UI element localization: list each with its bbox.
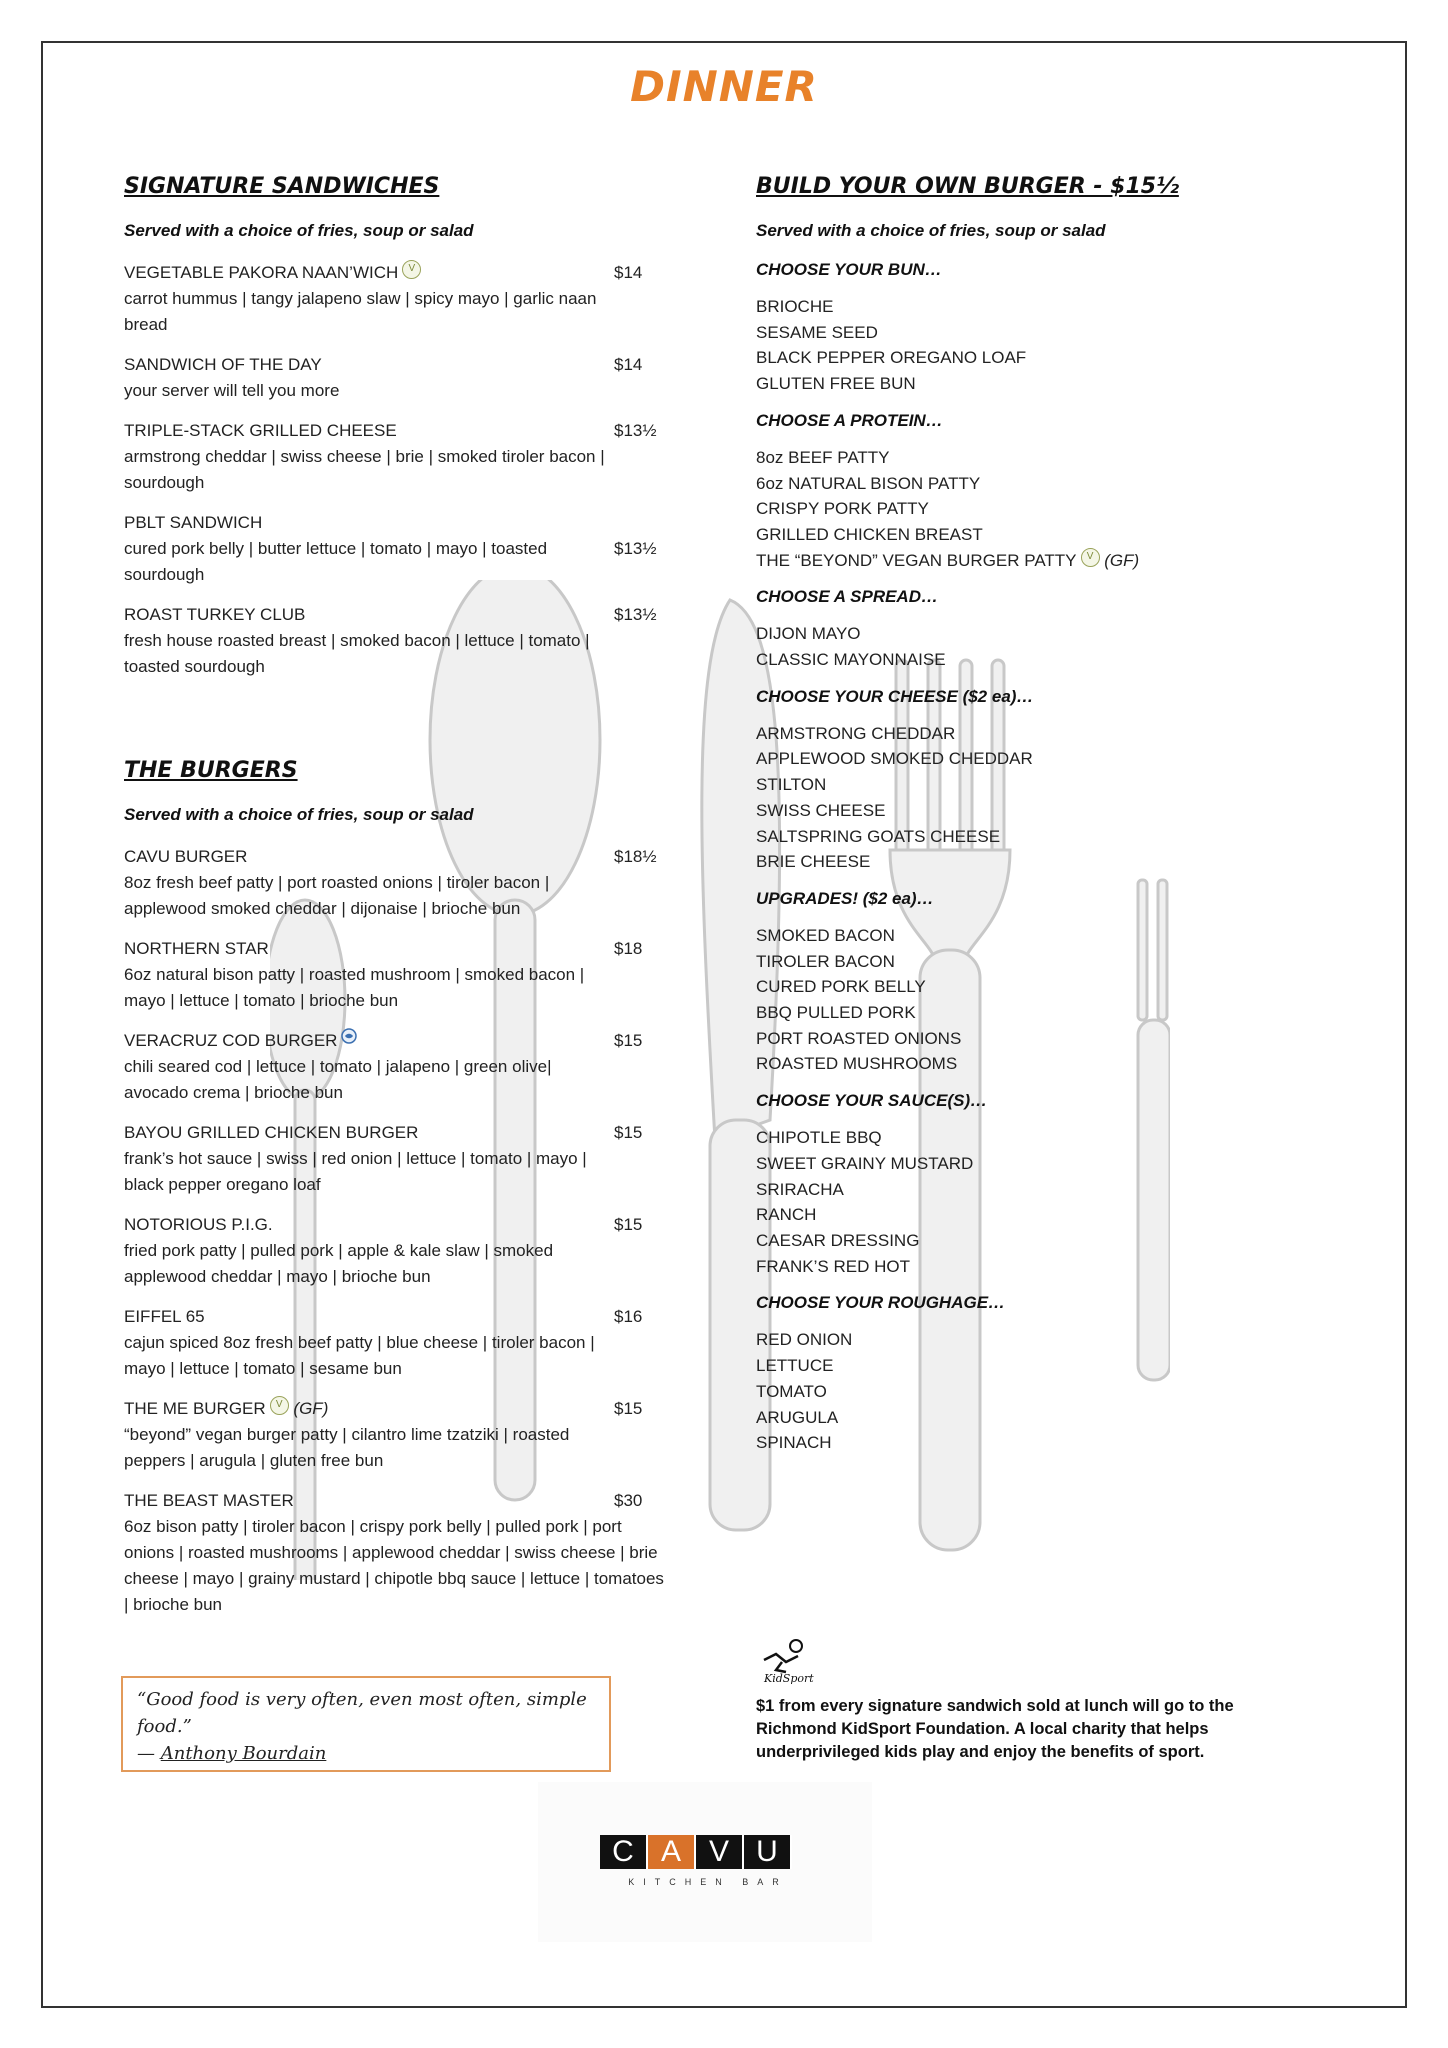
item-price: $30: [614, 1491, 643, 1510]
quote-box: [121, 1676, 611, 1772]
option-item: LETTUCE: [756, 1356, 834, 1376]
menu-item: [124, 1396, 664, 1474]
item-description: 6oz bison patty | tiroler bacon | crispy pork belly | pulled pork | port onions | roasted mushrooms | applewood cheddar | swiss cheese | brie cheese | mayo | grainy mustard | chipotle bbq sauce | lettuce | tomatoes | brioche bun: [124, 1517, 664, 1614]
item-description: “beyond” vegan burger patty | cilantro lime tzatziki | roasted peppers | arugula | gluten free bun: [124, 1425, 570, 1470]
menu-item: [124, 510, 664, 588]
kidsport-logo-icon: [756, 1638, 816, 1684]
quote-text: “Good food is very often, even most often, simple food.”: [137, 1689, 587, 1737]
item-name: VEGETABLE PAKORA NAAN’WICH: [124, 263, 399, 282]
cavu-logo: [600, 1835, 792, 1869]
vegan-icon: V: [402, 260, 421, 279]
option-group-label: CHOOSE A SPREAD…: [756, 587, 938, 607]
item-price: $13½: [614, 421, 657, 440]
option-item: SPINACH: [756, 1433, 832, 1453]
item-description: cured pork belly | butter lettuce | tomato | mayo | toasted sourdough: [124, 539, 548, 584]
option-item: SRIRACHA: [756, 1179, 844, 1199]
upgrade-options: [756, 923, 1316, 1077]
option-item: SMOKED BACON: [756, 925, 895, 945]
menu-item: [124, 352, 664, 404]
item-price: $18½: [614, 847, 657, 866]
signature-served-note: Served with a choice of fries, soup or salad: [124, 221, 474, 240]
kidsport-logo-text: KidSport: [764, 1672, 814, 1684]
option-item-label: THE “BEYOND” VEGAN BURGER PATTY: [756, 550, 1077, 570]
option-item: BRIE CHEESE: [756, 852, 871, 872]
menu-item: [124, 1120, 664, 1198]
quote-dash: —: [137, 1743, 155, 1764]
menu-item: [124, 1028, 664, 1106]
option-item: GRILLED CHICKEN BREAST: [756, 524, 983, 544]
item-name: ROAST TURKEY CLUB: [124, 605, 306, 624]
item-name: BAYOU GRILLED CHICKEN BURGER: [124, 1123, 419, 1142]
sauce-options: [756, 1125, 1316, 1279]
option-item: CLASSIC MAYONNAISE: [756, 650, 946, 670]
option-item: BRIOCHE: [756, 297, 834, 316]
menu-item: [124, 260, 664, 338]
signature-heading: SIGNATURE SANDWICHES: [124, 174, 440, 199]
option-group-label: UPGRADES! ($2 ea)…: [756, 888, 934, 908]
option-group-label: CHOOSE A PROTEIN…: [756, 410, 943, 430]
item-name: VERACRUZ COD BURGER: [124, 1031, 338, 1050]
item-description: chili seared cod | lettuce | tomato | jalapeno | green olive| avocado crema | brioche bun: [124, 1057, 552, 1102]
item-description: 6oz natural bison patty | roasted mushroom | smoked bacon | mayo | lettuce | tomato | brioche bun: [124, 965, 585, 1010]
vegan-icon: V: [270, 1396, 289, 1415]
option-item: ROASTED MUSHROOMS: [756, 1054, 958, 1074]
logo-letter: C: [600, 1835, 648, 1869]
item-price: $15: [614, 1031, 643, 1050]
bun-options: [756, 294, 1316, 397]
menu-item: [124, 844, 664, 922]
option-item: CURED PORK BELLY: [756, 977, 926, 997]
item-name: SANDWICH OF THE DAY: [124, 355, 322, 374]
menu-item: [124, 1304, 664, 1382]
vegan-icon: V: [1081, 548, 1100, 567]
item-description: fried pork patty | pulled pork | apple & kale slaw | smoked applewood cheddar | mayo | brioche bun: [124, 1241, 554, 1286]
item-name: THE ME BURGER: [124, 1399, 266, 1418]
protein-options: [756, 445, 1316, 574]
item-description: carrot hummus | tangy jalapeno slaw | spicy mayo | garlic naan bread: [124, 289, 597, 334]
option-item: TIROLER BACON: [756, 951, 895, 971]
option-item: CHIPOTLE BBQ: [756, 1128, 882, 1148]
option-item: RED ONION: [756, 1330, 853, 1350]
kidsport-text: $1 from every signature sandwich sold at lunch will go to the Richmond KidSport Foundation. A local charity that helps underprivileged kids play and enjoy the benefits of sport.: [756, 1697, 1234, 1761]
item-name: EIFFEL 65: [124, 1307, 205, 1326]
option-item: TOMATO: [756, 1381, 827, 1401]
item-name: THE BEAST MASTER: [124, 1491, 294, 1510]
option-item: 6oz NATURAL BISON PATTY: [756, 473, 981, 493]
kidsport-note: [756, 1638, 1316, 1764]
option-item: ARMSTRONG CHEDDAR: [756, 723, 956, 743]
option-item: GLUTEN FREE BUN: [756, 374, 916, 394]
option-item: RANCH: [756, 1205, 817, 1225]
option-item: APPLEWOOD SMOKED CHEDDAR: [756, 749, 1033, 769]
roughage-options: [756, 1327, 1316, 1456]
menu-item: [124, 936, 664, 1014]
item-price: $14: [614, 355, 643, 374]
item-price: $15: [614, 1215, 643, 1234]
item-price: $14: [614, 263, 643, 282]
option-item: SALTSPRING GOATS CHEESE: [756, 826, 1001, 846]
item-description: frank’s hot sauce | swiss | red onion | lettuce | tomato | mayo | black pepper oregano loaf: [124, 1149, 587, 1194]
burgers-heading: THE BURGERS: [124, 758, 298, 783]
item-price: $15: [614, 1399, 643, 1418]
item-description: armstrong cheddar | swiss cheese | brie | smoked tiroler bacon | sourdough: [124, 447, 605, 492]
option-item: BBQ PULLED PORK: [756, 1003, 916, 1023]
logo-letter: U: [744, 1835, 792, 1869]
item-price: $13½: [614, 605, 657, 624]
menu-item: [124, 1488, 664, 1618]
option-item: SWEET GRAINY MUSTARD: [756, 1153, 974, 1173]
spread-options: [756, 621, 1316, 672]
option-item: SWISS CHEESE: [756, 800, 886, 820]
burgers-served-note: Served with a choice of fries, soup or salad: [124, 805, 474, 824]
option-item: PORT ROASTED ONIONS: [756, 1028, 962, 1048]
byob-heading: BUILD YOUR OWN BURGER - $15½: [756, 174, 1179, 199]
option-item: SESAME SEED: [756, 322, 878, 342]
logo-letter: A: [648, 1835, 696, 1869]
option-group-label: CHOOSE YOUR ROUGHAGE…: [756, 1293, 1006, 1313]
cheese-options: [756, 721, 1316, 875]
menu-item: [124, 1212, 664, 1290]
sustainable-seafood-icon: [341, 1028, 357, 1044]
item-name: TRIPLE-STACK GRILLED CHEESE: [124, 421, 397, 440]
option-item: STILTON: [756, 775, 827, 795]
item-description: 8oz fresh beef patty | port roasted onions | tiroler bacon | applewood smoked cheddar | dijonaise | brioche bun: [124, 873, 550, 918]
option-item: 8oz BEEF PATTY: [756, 447, 890, 467]
option-group-label: CHOOSE YOUR CHEESE ($2 ea)…: [756, 686, 1034, 706]
option-item: CAESAR DRESSING: [756, 1230, 920, 1250]
item-price: $18: [614, 939, 643, 958]
byob-served-note: Served with a choice of fries, soup or salad: [756, 221, 1106, 240]
page-title: DINNER: [630, 62, 818, 111]
option-item: [756, 548, 1316, 574]
option-item: FRANK’S RED HOT: [756, 1256, 910, 1276]
option-item: DIJON MAYO: [756, 624, 861, 644]
item-name: CAVU BURGER: [124, 847, 248, 866]
option-item: ARUGULA: [756, 1407, 839, 1427]
logo-letter: V: [696, 1835, 744, 1869]
item-description: fresh house roasted breast | smoked bacon | lettuce | tomato | toasted sourdough: [124, 631, 590, 676]
right-column: [756, 174, 1316, 1470]
item-description: your server will tell you more: [124, 381, 340, 400]
item-price: $13½: [614, 539, 657, 558]
item-name: NOTORIOUS P.I.G.: [124, 1215, 273, 1234]
item-price: $15: [614, 1123, 643, 1142]
gluten-free-tag: (GF): [293, 1399, 329, 1418]
left-column: [124, 174, 664, 1632]
item-price: $16: [614, 1307, 643, 1326]
logo-subtitle: KITCHEN BAR: [628, 1877, 788, 1887]
gluten-free-tag: (GF): [1104, 550, 1140, 570]
menu-item: [124, 602, 664, 680]
quote-author: Anthony Bourdain: [160, 1743, 327, 1764]
option-item: BLACK PEPPER OREGANO LOAF: [756, 348, 1027, 368]
option-group-label: CHOOSE YOUR SAUCE(S)…: [756, 1091, 988, 1111]
menu-item: [124, 418, 664, 496]
item-name: NORTHERN STAR: [124, 939, 269, 958]
option-group-label: CHOOSE YOUR BUN…: [756, 260, 942, 279]
item-description: cajun spiced 8oz fresh beef patty | blue cheese | tiroler bacon | mayo | lettuce | tomato | sesame bun: [124, 1333, 595, 1378]
option-item: CRISPY PORK PATTY: [756, 499, 929, 519]
item-name: PBLT SANDWICH: [124, 513, 263, 532]
